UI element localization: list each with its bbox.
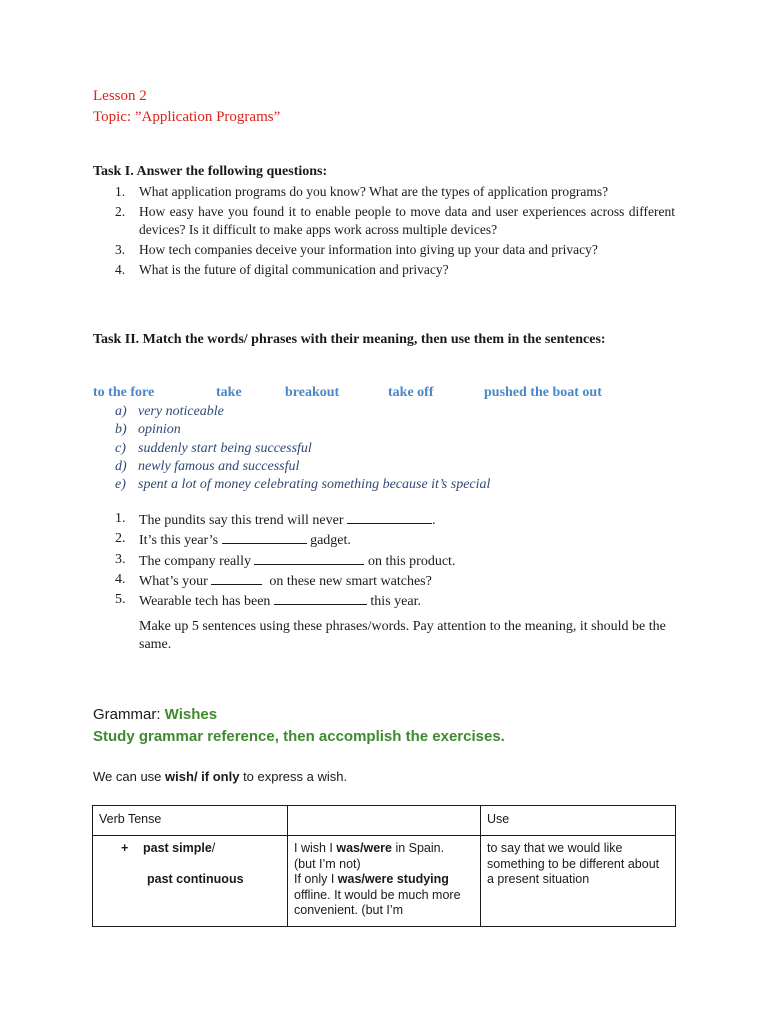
header-use: Use — [481, 806, 676, 836]
table-row — [93, 836, 676, 927]
grammar-topic: Wishes — [164, 706, 218, 723]
lesson-number: Lesson 2 — [93, 88, 147, 104]
sentence-item: 1. The pundits say this trend will never . — [115, 511, 436, 528]
keyword-if-only: if only — [201, 769, 240, 784]
definition-item: e) spent a lot of money celebrating something because it’s special — [115, 477, 491, 493]
question-text: What application programs do you know? What are the types of application programs? — [139, 184, 609, 199]
tense-cell: + past simple/ past continuous — [93, 836, 288, 927]
word-pushed-the-boat-out: pushed the boat out — [484, 385, 602, 400]
question-text: How easy have you found it to enable people to move data and user experiences across different devices? Is it difficult to make apps work across multiple devices? — [139, 204, 675, 237]
example-cell: I wish I was/were in Spain. (but I’m not) If only I was/were studying offline. It would be much more convenient. (but I’m — [288, 836, 481, 927]
keyword-wish: wish — [165, 769, 194, 784]
grammar-label: Grammar: — [93, 706, 165, 723]
answer-blank[interactable] — [222, 530, 307, 544]
sentence-item: 3. The company really on this product. — [115, 551, 456, 569]
word-breakout: breakout — [285, 385, 340, 400]
question-text: How tech companies deceive your information into giving up your data and privacy? — [139, 242, 598, 257]
task1-title: Task I. Answer the following questions: — [93, 164, 328, 179]
makeup-instruction: Make up 5 sentences using these phrases/words. Pay attention to the meaning, it should be the same. — [139, 619, 666, 653]
wish-intro: We can use wish/ if only to express a wish. — [93, 769, 348, 784]
definition-item: d) newly famous and successful — [115, 458, 300, 474]
answer-blank[interactable] — [347, 510, 432, 524]
word-take-off: take off — [388, 385, 434, 400]
grammar-table — [92, 805, 676, 927]
definition-item: c) suddenly start being successful — [115, 440, 312, 456]
grammar-heading — [93, 706, 217, 723]
question-item: 3. How tech companies deceive your information into giving up your data and privacy? — [115, 242, 598, 257]
task2-title: Task II. Match the words/ phrases with their meaning, then use them in the sentences: — [93, 332, 606, 347]
question-item: 1. What application programs do you know? What are the types of application programs? — [115, 184, 609, 199]
task1-questions — [93, 183, 675, 279]
sentence-item: 4. What’s your on these new smart watches? — [115, 571, 432, 589]
use-cell: to say that we would like something to be different about a present situation — [481, 836, 676, 927]
header-example — [288, 806, 481, 836]
positive-sign: + — [121, 841, 129, 855]
answer-blank[interactable] — [254, 551, 364, 565]
grammar-instruction: Study grammar reference, then accomplish the exercises. — [93, 728, 505, 745]
answer-blank[interactable] — [274, 591, 367, 605]
answer-blank[interactable] — [211, 571, 262, 585]
lesson-topic: Topic: ”Application Programs” — [93, 109, 281, 125]
word-take: take — [216, 385, 242, 400]
table-header-row — [93, 806, 676, 836]
question-item: 4. What is the future of digital communication and privacy? — [115, 262, 449, 277]
definitions-list — [115, 403, 490, 494]
question-text: What is the future of digital communication and privacy? — [139, 262, 449, 277]
header-verb-tense: Verb Tense — [93, 806, 288, 836]
word-to-the-fore: to the fore — [93, 385, 155, 400]
fill-in-sentences — [93, 510, 675, 611]
sentence-item: 5. Wearable tech has been this year. — [115, 592, 421, 610]
definition-item: a) very noticeable — [115, 404, 224, 419]
question-item: 2. How easy have you found it to enable people to move data and user experiences across different devices? Is it difficult to make apps work across multiple devices? — [115, 204, 675, 237]
sentence-item: 2. It’s this year’s gadget. — [115, 531, 351, 549]
definition-item: b) opinion — [115, 422, 181, 438]
